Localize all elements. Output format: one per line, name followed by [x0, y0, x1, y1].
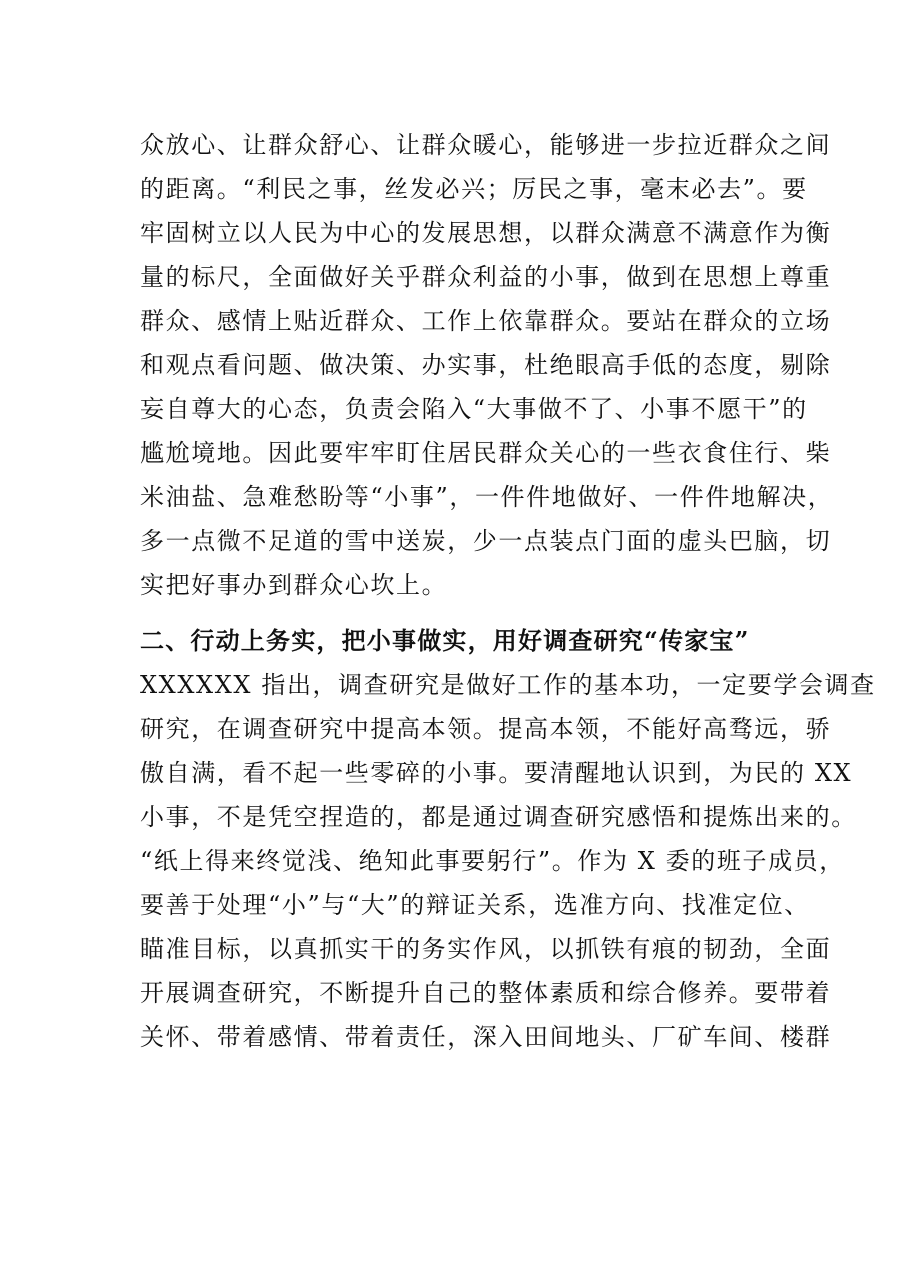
paragraph-line: 牢固树立以人民为中心的发展思想，以群众满意不满意作为衡: [140, 219, 832, 247]
paragraph-line: 和观点看问题、做决策、办实事，杜绝眼高手低的态度，剔除: [140, 351, 832, 379]
paragraph-line: 众放心、让群众舒心、让群众暖心，能够进一步拉近群众之间: [140, 131, 832, 159]
paragraph-line: 关怀、带着感情、带着责任，深入田间地头、厂矿车间、楼群: [140, 1023, 832, 1051]
paragraph-line: 要善于处理“小”与“大”的辩证关系，选准方向、找准定位、: [140, 891, 810, 919]
paragraph-line: 妄自尊大的心态，负责会陷入“大事做不了、小事不愿干”的: [140, 395, 808, 423]
paragraph-line: 傲自满，看不起一些零碎的小事。要清醒地认识到，为民的 XX: [140, 759, 853, 787]
paragraph-line: 的距离。“利民之事，丝发必兴；厉民之事，毫末必去”。要: [140, 175, 808, 203]
paragraph-line: 量的标尺，全面做好关乎群众利益的小事，做到在思想上尊重: [140, 263, 832, 291]
paragraph-line: “纸上得来终觉浅、绝知此事要躬行”。作为 X 委的班子成员，: [140, 847, 845, 875]
paragraph-line: 实把好事办到群众心坎上。: [140, 571, 448, 599]
paragraph-line: 尴尬境地。因此要牢牢盯住居民群众关心的一些衣食住行、柴: [140, 439, 832, 467]
paragraph-line: 开展调查研究，不断提升自己的整体素质和综合修养。要带着: [140, 979, 832, 1007]
paragraph-line: XXXXXX 指出，调查研究是做好工作的基本功，一定要学会调查: [140, 671, 876, 699]
section-heading: 二、行动上务实，把小事做实，用好调查研究“传家宝”: [140, 626, 750, 655]
paragraph-line: 研究，在调查研究中提高本领。提高本领，不能好高骛远，骄: [140, 715, 832, 743]
paragraph-line: 小事，不是凭空捏造的，都是通过调查研究感悟和提炼出来的。: [140, 803, 857, 831]
paragraph-line: 米油盐、急难愁盼等“小事”，一件件地做好、一件件地解决，: [140, 483, 834, 511]
paragraph-line: 多一点微不足道的雪中送炭，少一点装点门面的虚头巴脑，切: [140, 527, 832, 555]
paragraph-line: 群众、感情上贴近群众、工作上依靠群众。要站在群众的立场: [140, 307, 832, 335]
paragraph-line: 瞄准目标，以真抓实干的务实作风，以抓铁有痕的韧劲，全面: [140, 935, 832, 963]
